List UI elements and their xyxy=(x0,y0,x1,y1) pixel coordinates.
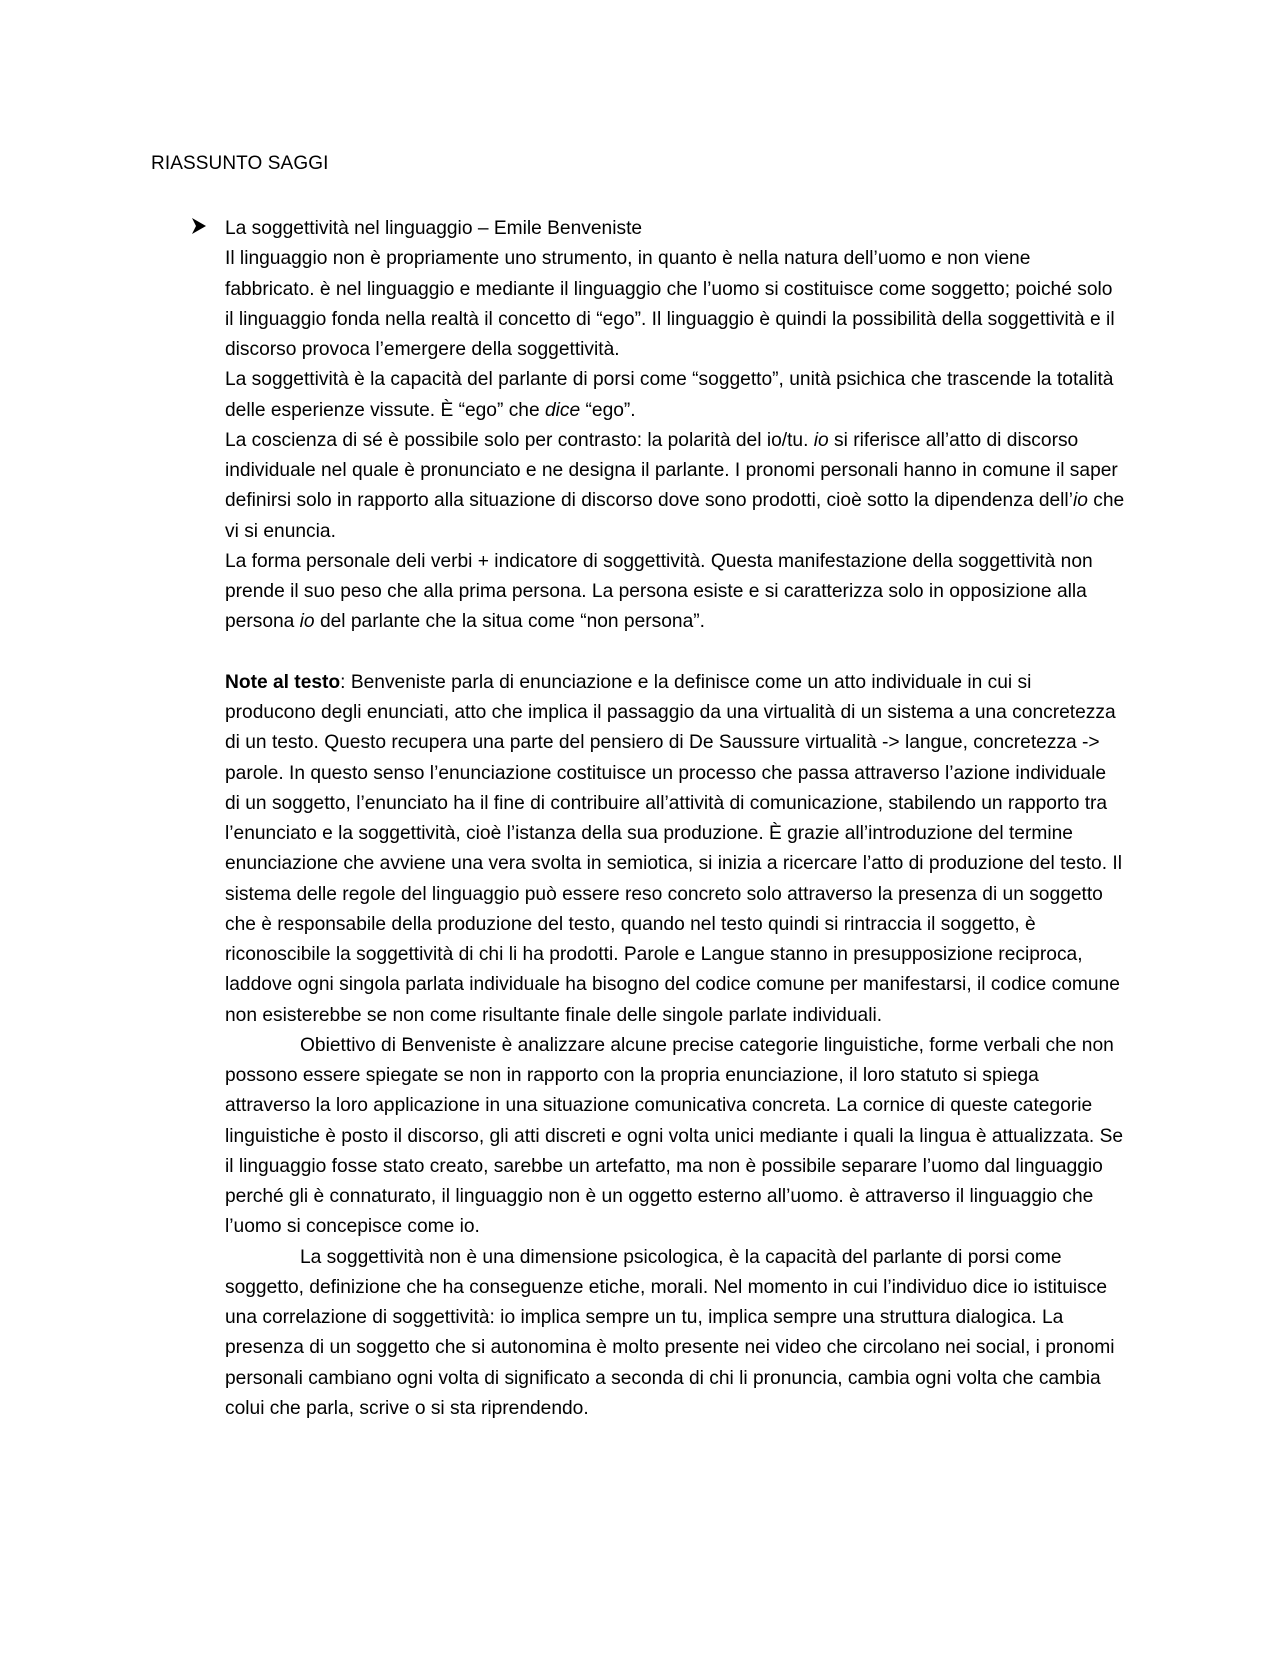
notes-label: Note al testo xyxy=(225,671,341,693)
text-run: “ego”. xyxy=(580,399,636,421)
italic-word: dice xyxy=(544,399,581,421)
text-run: che vi si enuncia. xyxy=(225,490,1125,542)
paragraph-intro: Il linguaggio non è propriamente uno strumento, in quanto è nella natura dell’uomo e non viene fabbricato. è nel linguaggio e mediante il linguaggio che l’uomo si costituisce come soggetto; poiché solo il linguaggio fonda nella realtà il concetto di “ego”. Il linguaggio è quindi la possibilità della soggettività e il discorso provoca l’emergere della soggettività. xyxy=(225,248,1115,360)
arrowhead-bullet-icon xyxy=(191,216,207,236)
text-run: La coscienza di sé è possibile solo per contrasto: la polarità del io/tu. xyxy=(225,429,814,451)
notes-text: : Benveniste parla di enunciazione e la definisce come un atto individuale in cui si producono degli enunciati, atto che implica il passaggio da una virtualità di un sistema a una concretezza di un testo. Questo recupera una parte del pensiero di De Saussure virtualità -> langue, concretezza -> parole. In questo senso l’enunciazione costituisce un processo che passa attraverso l’azione individuale di un soggetto, l’enunciato ha il fine di contribuire all’attività di comunicazione, stabilendo un rapporto tra l’enunciato e la soggettività, cioè l’istanza della sua produzione. È grazie all’introduzione del termine enunciazione che avviene una vera svolta in semiotica, si inizia a ricercare l’atto di produzione del testo. Il sistema delle regole del linguaggio può essere reso concreto solo attraverso la presenza di un soggetto che è responsabile della produzione del testo, quando nel testo quindi si rintraccia il soggetto, è riconoscibile la soggettività di chi li ha prodotti. Parole e Langue stanno in presupposizione reciproca, laddove ogni singola parlata individuale ha bisogno del codice comune per manifestarsi, il codice comune non esisterebbe se non come risultante finale delle singole parlate individuali. xyxy=(225,671,1122,1026)
italic-word: io xyxy=(1072,490,1088,512)
italic-word: io xyxy=(813,429,829,451)
section-body xyxy=(225,214,1125,1424)
text-run: del parlante che la situa come “non persona”. xyxy=(314,611,705,633)
paragraph-psychology: La soggettività non è una dimensione psicologica, è la capacità del parlante di porsi come soggetto, definizione che ha conseguenze etiche, morali. Nel momento in cui l’individuo dice io istituisce una correlazione di soggettività: io implica sempre un tu, implica sempre una struttura dialogica. La presenza di un soggetto che si autonomina è molto presente nei video che circolano nei social, i pronomi personali cambiano ogni volta di significato a seconda di chi li pronuncia, cambia ogni volta che cambia colui che parla, scrive o si sta riprendendo. xyxy=(225,1246,1115,1419)
italic-word: io xyxy=(299,611,315,633)
blank-line xyxy=(225,638,1125,668)
section-heading: La soggettività nel linguaggio – Emile Benveniste xyxy=(225,218,643,239)
text-run: La forma personale deli verbi + indicatore di soggettività. Questa manifestazione della soggettività non prende il suo peso che alla prima persona. La persona esiste e si caratterizza solo in opposizione alla persona xyxy=(225,550,1093,633)
text-run: La soggettività è la capacità del parlante di porsi come “soggetto”, unità psichica che trascende la totalità delle esperienze vissute. È “ego” che xyxy=(225,369,1114,421)
document-title: RIASSUNTO SAGGI xyxy=(151,153,329,174)
paragraph-personal-form xyxy=(225,547,1125,638)
paragraph-notes xyxy=(225,668,1125,1031)
paragraph-self-awareness xyxy=(225,426,1125,547)
text-run: si riferisce all’atto di discorso individuale nel quale è pronunciato e ne designa il parlante. I pronomi personali hanno in comune il saper definirsi solo in rapporto alla situazione di discorso dove sono prodotti, cioè sotto la dipendenza dell’ xyxy=(225,429,1118,512)
paragraph-objective: Obiettivo di Benveniste è analizzare alcune precise categorie linguistiche, forme verbali che non possono essere spiegate se non in rapporto con la propria enunciazione, il loro statuto si spiega attraverso la loro applicazione in una situazione comunicativa concreta. La cornice di queste categorie linguistiche è posto il discorso, gli atti discreti e ogni volta unici mediante i quali la lingua è attualizzata. Se il linguaggio fosse stato creato, sarebbe un artefatto, ma non è possibile separare l’uomo dal linguaggio perché gli è connaturato, il linguaggio non è un oggetto esterno all’uomo. è attraverso il linguaggio che l’uomo si concepisce come io. xyxy=(225,1034,1124,1238)
paragraph-subjectivity xyxy=(225,365,1125,426)
